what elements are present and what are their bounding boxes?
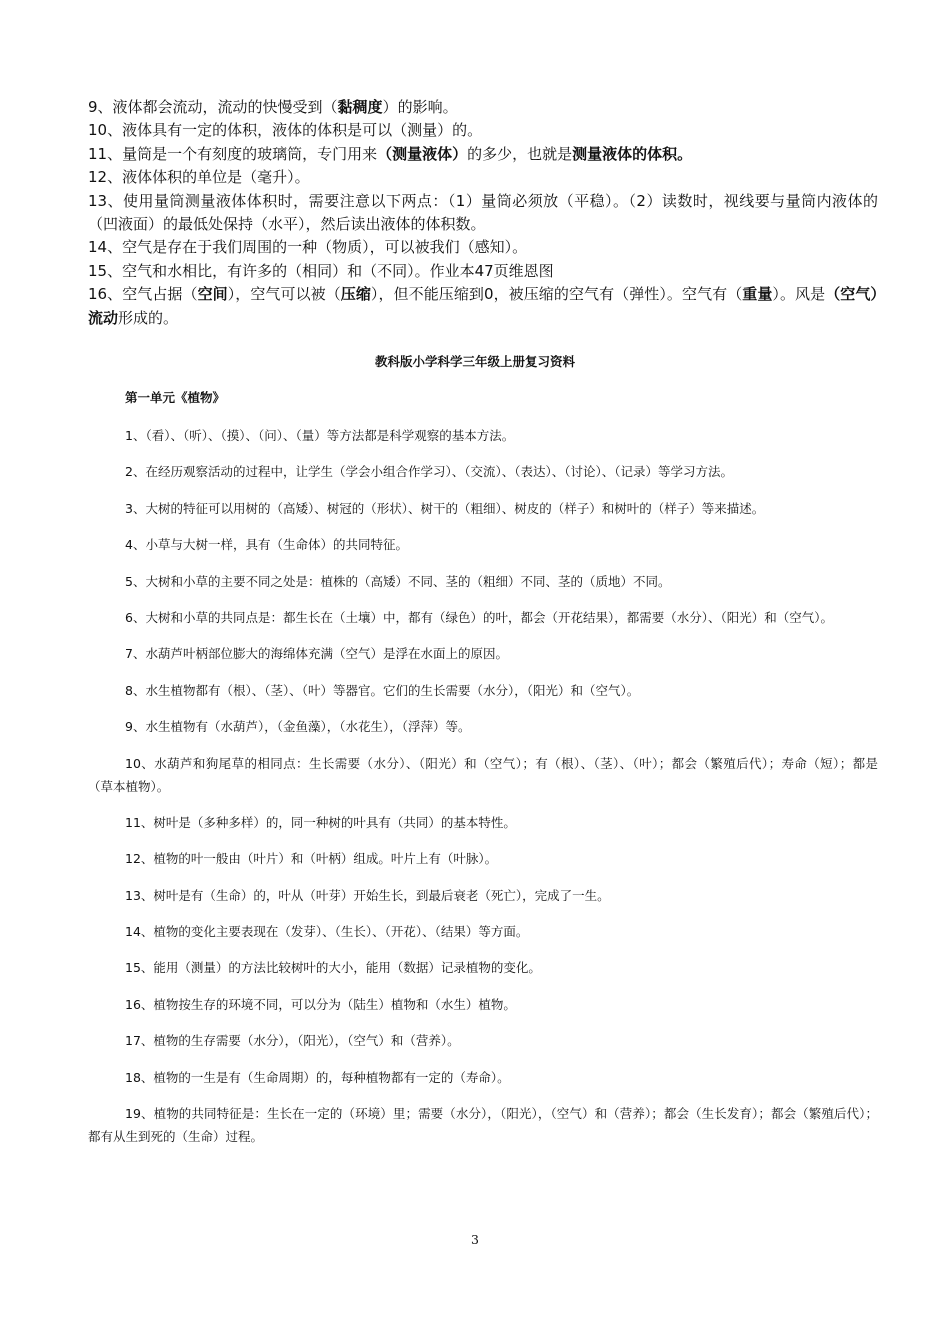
top-line: [88, 283, 878, 330]
text-segment: 的多少，也就是: [467, 144, 573, 163]
list-item: 3、大树的特征可以用树的（高矮）、树冠的（形状）、树干的（粗细）、树皮的（样子）和树叶的（样子）等来描述。: [125, 500, 765, 516]
top-line: [88, 236, 878, 259]
text-segment: 形成的。: [118, 308, 179, 327]
list-item: 13、树叶是有（生命）的，叶从（叶芽）开始生长，到最后衰老（死亡），完成了一生。: [125, 887, 610, 903]
document-title: 教科版小学科学三年级上册复习资料: [374, 354, 575, 369]
top-line: [88, 190, 878, 237]
bold-text: （测量液体）: [377, 144, 468, 163]
bold-text: 黏稠度: [337, 98, 383, 116]
text-segment: ），空气可以被（: [227, 285, 341, 304]
list-item: 17、植物的生存需要（水分），（阳光），（空气）和（营养）。: [125, 1033, 460, 1049]
list-item: 12、植物的叶一般由（叶片）和（叶柄）组成。叶片上有（叶脉）。: [125, 851, 498, 867]
list-item: 6、大树和小草的共同点是：都生长在（土壤）中，都有（绿色）的叶，都会（开花结果），都需要（水分）、（阳光）和（空气）。: [125, 609, 833, 625]
text-segment: ），但不能压缩到0，被压缩的空气有（弹性）。空气有（: [370, 285, 743, 304]
top-line: [88, 119, 878, 142]
text-segment: 14、空气是存在于我们周围的一种（物质），可以被我们（感知）。: [88, 238, 528, 257]
top-line: [88, 96, 878, 119]
list-item: 16、植物按生存的环境不同，可以分为（陆生）植物和（水生）植物。: [125, 996, 516, 1012]
bold-text: 重量: [742, 285, 773, 304]
text-segment: ）的影响。: [382, 98, 458, 116]
list-item: 19、植物的共同特征是：生长在一定的（环境）里；需要（水分），（阳光），（空气）和（营养）；都会（生长发育）；都会（繁殖后代）；都有从生到死的（生命）过程。: [88, 1106, 878, 1145]
text-segment: 12、液体体积的单位是（毫升）。: [88, 168, 310, 187]
top-line: [88, 143, 878, 166]
item-list: [88, 424, 878, 1161]
bold-text: 测量液体的体积。: [572, 144, 693, 163]
continued-section: [88, 96, 878, 330]
text-segment: ）。风是: [772, 285, 826, 304]
list-item: 10、水葫芦和狗尾草的相同点：生长需要（水分）、（阳光）和（空气）；有（根）、（茎）、（叶）；都会（繁殖后代）；寿命（短）；都是（草本植物）。: [88, 755, 878, 794]
unit-heading: 第一单元《植物》: [125, 390, 226, 405]
text-segment: 9、液体都会流动，流动的快慢受到（: [88, 98, 338, 116]
bold-text: 空间: [197, 285, 228, 304]
text-segment: 13、使用量筒测量液体体积时，需要注意以下两点：（1）量筒必须放（平稳）。（2）读数时，视线要与量筒内液体的（凹液面）的最低处保持（水平），然后读出液体的体积数。: [88, 191, 878, 234]
list-item: 1、（看）、（听）、（摸）、（问）、（量）等方法都是科学观察的基本方法。: [125, 428, 515, 443]
text-segment: 11、量筒是一个有刻度的玻璃筒，专门用来: [88, 144, 378, 163]
text-segment: 16、空气占据（: [88, 285, 198, 304]
top-line: [88, 166, 878, 189]
list-item: 8、水生植物都有（根）、（茎）、（叶）等器官。它们的生长需要（水分），（阳光）和（空气）。: [125, 682, 640, 698]
list-item: 7、水葫芦叶柄部位膨大的海绵体充满（空气）是浮在水面上的原因。: [125, 646, 508, 662]
text-segment: 10、液体具有一定的体积，液体的体积是可以（测量）的。: [88, 121, 483, 140]
bold-text: 压缩: [340, 285, 371, 304]
list-item: 5、大树和小草的主要不同之处是：植株的（高矮）不同、茎的（粗细）不同、茎的（质地）不同。: [125, 573, 671, 589]
top-line: [88, 260, 878, 283]
list-item: 9、水生植物有（水葫芦），（金鱼藻），（水花生），（浮萍）等。: [125, 719, 471, 735]
text-segment: 15、空气和水相比，有许多的（相同）和（不同）。作业本47页维恩图: [88, 261, 554, 280]
list-item: 18、植物的一生是有（生命周期）的，每种植物都有一定的（寿命）。: [125, 1069, 510, 1085]
list-item: 4、小草与大树一样，具有（生命体）的共同特征。: [125, 537, 408, 553]
list-item: 15、能用（测量）的方法比较树叶的大小，能用（数据）记录植物的变化。: [125, 960, 541, 976]
bold-text: （空气）流动: [88, 285, 878, 327]
list-item: 2、在经历观察活动的过程中，让学生（学会小组合作学习）、（交流）、（表达）、（讨论）、（记录）等学习方法。: [125, 464, 733, 480]
page-number: 3: [471, 1232, 479, 1247]
list-item: 14、植物的变化主要表现在（发芽）、（生长）、（开花）、（结果）等方面。: [125, 924, 529, 940]
list-item: 11、树叶是（多种多样）的，同一种树的叶具有（共同）的基本特性。: [125, 814, 516, 830]
